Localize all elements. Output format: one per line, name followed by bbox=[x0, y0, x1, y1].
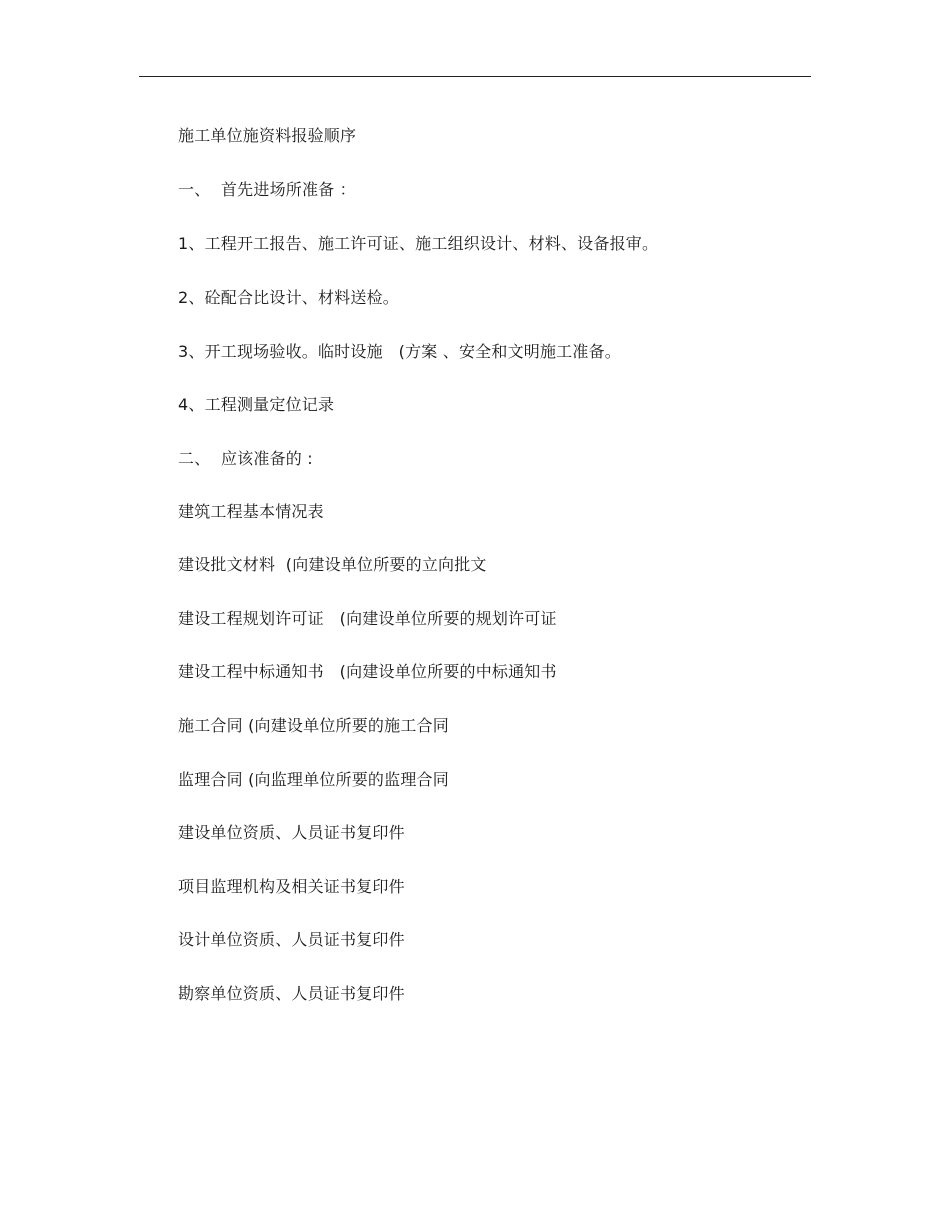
list-item-2: 2、砼配合比设计、材料送检。 bbox=[178, 288, 399, 307]
header-rule bbox=[139, 76, 811, 77]
list-item: 项目监理机构及相关证书复印件 bbox=[178, 877, 405, 896]
list-item: 监理合同 (向监理单位所要的监理合同 bbox=[178, 770, 449, 789]
list-item: 建设工程规划许可证 (向建设单位所要的规划许可证 bbox=[178, 609, 557, 628]
list-item-4: 4、工程测量定位记录 bbox=[178, 395, 335, 414]
list-item: 施工合同 (向建设单位所要的施工合同 bbox=[178, 716, 449, 735]
list-item-1: 1、工程开工报告、施工许可证、施工组织设计、材料、设备报审。 bbox=[178, 234, 659, 253]
list-item-3: 3、开工现场验收。临时设施 (方案 、安全和文明施工准备。 bbox=[178, 342, 621, 361]
list-item: 建设工程中标通知书 (向建设单位所要的中标通知书 bbox=[178, 662, 557, 681]
list-item: 建设单位资质、人员证书复印件 bbox=[178, 823, 405, 842]
section-heading-1: 一、 首先进场所准备 ： bbox=[178, 180, 356, 199]
section-heading-2: 二、 应该准备的 : bbox=[178, 449, 313, 468]
list-item: 建筑工程基本情况表 bbox=[178, 502, 324, 521]
list-item: 勘察单位资质、人员证书复印件 bbox=[178, 984, 405, 1003]
list-item: 设计单位资质、人员证书复印件 bbox=[178, 930, 405, 949]
list-item: 建设批文材料 (向建设单位所要的立向批文 bbox=[178, 555, 487, 574]
document-title: 施工单位施资料报验顺序 bbox=[178, 126, 357, 145]
